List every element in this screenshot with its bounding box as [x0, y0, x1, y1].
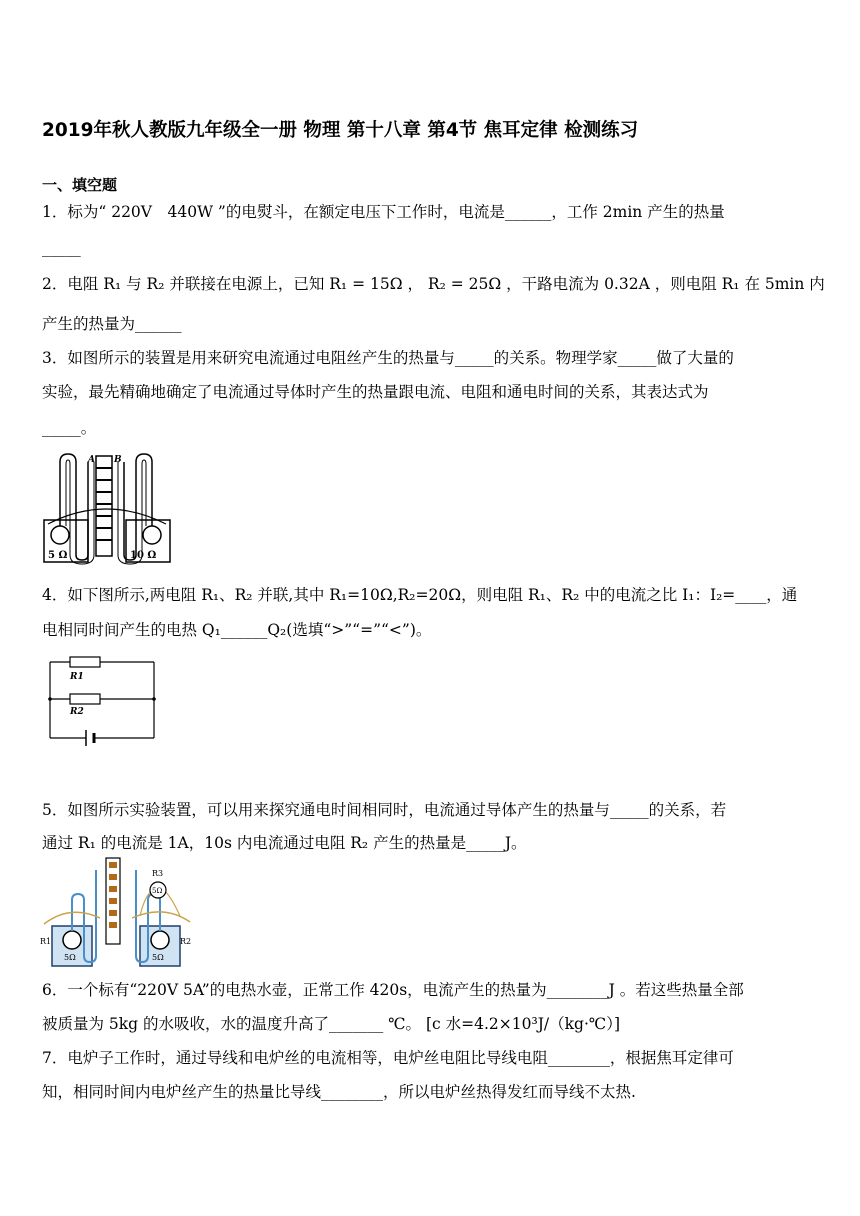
- q3-line1: 3．如图所示的装置是用来研究电流通过电阻丝产生的热量与_____的关系。物理学家_____做了大量的: [42, 349, 734, 367]
- r1-label: R1: [40, 937, 52, 946]
- label-b: B: [114, 455, 122, 465]
- left-resistance-label: 5 Ω: [48, 550, 68, 561]
- r2-label: R2: [180, 937, 192, 946]
- q3-figure-apparatus: [42, 450, 172, 566]
- right-resistance-label: 10 Ω: [130, 550, 157, 561]
- label-a: A: [88, 455, 95, 465]
- q7-line1: 7．电炉子工作时，通过导线和电炉丝的电流相等，电炉丝电阻比导线电阻________，根据焦耳定律可: [42, 1049, 734, 1067]
- q2-line2: 产生的热量为______: [42, 315, 182, 333]
- q3-line2: 实验，最先精确地确定了电流通过导体时产生的热量跟电流、电阻和通电时间的关系，其表达式为: [42, 383, 709, 401]
- r2-label: R2: [70, 707, 84, 717]
- q5-figure-apparatus: [40, 856, 196, 970]
- q5-line1: 5．如图所示实验装置，可以用来探究通电时间相同时，电流通过导体产生的热量与_____的关系，若: [42, 801, 727, 819]
- q1-line2: _____: [42, 239, 81, 257]
- q3-line3: _____。: [42, 419, 97, 437]
- r3-value: 5Ω: [152, 887, 163, 895]
- right-resistance-label: 5Ω: [152, 953, 164, 962]
- q6-line1: 6．一个标有“220V 5A”的电热水壶，正常工作 420s，电流产生的热量为________J 。若这些热量全部: [42, 981, 744, 999]
- q1-line1: 1．标为“ 220V 440W ”的电熨斗，在额定电压下工作时，电流是______，工作 2min 产生的热量: [42, 203, 725, 221]
- q6-line2: 被质量为 5kg 的水吸收，水的温度升高了_______ ℃。 [c 水=4.2×10³J/（kg·℃）]: [42, 1015, 621, 1033]
- q5-line2: 通过 R₁ 的电流是 1A，10s 内电流通过电阻 R₂ 产生的热量是_____J。: [42, 834, 527, 852]
- r1-label: R1: [70, 672, 84, 682]
- q4-figure-circuit: [42, 652, 162, 754]
- q4-line1: 4．如下图所示,两电阻 R₁、R₂ 并联,其中 R₁=10Ω,R₂=20Ω，则电阻 R₁、R₂ 中的电流之比 I₁：I₂=____，通: [42, 586, 798, 604]
- r3-label: R3: [152, 869, 164, 878]
- page-title: 2019年秋人教版九年级全一册 物理 第十八章 第4节 焦耳定律 检测练习: [42, 120, 639, 141]
- section-heading: 一、填空题: [42, 176, 118, 194]
- q7-line2: 知，相同时间内电炉丝产生的热量比导线________，所以电炉丝热得发红而导线不太热.: [42, 1083, 636, 1101]
- q2-line1: 2．电阻 R₁ 与 R₂ 并联接在电源上，已知 R₁ = 15Ω ， R₂ = 25Ω ，干路电流为 0.32A ，则电阻 R₁ 在 5min 内: [42, 275, 825, 293]
- q4-line2: 电相同时间产生的电热 Q₁______Q₂(选填“>”“=”“<”)。: [42, 621, 432, 639]
- left-resistance-label: 5Ω: [64, 953, 76, 962]
